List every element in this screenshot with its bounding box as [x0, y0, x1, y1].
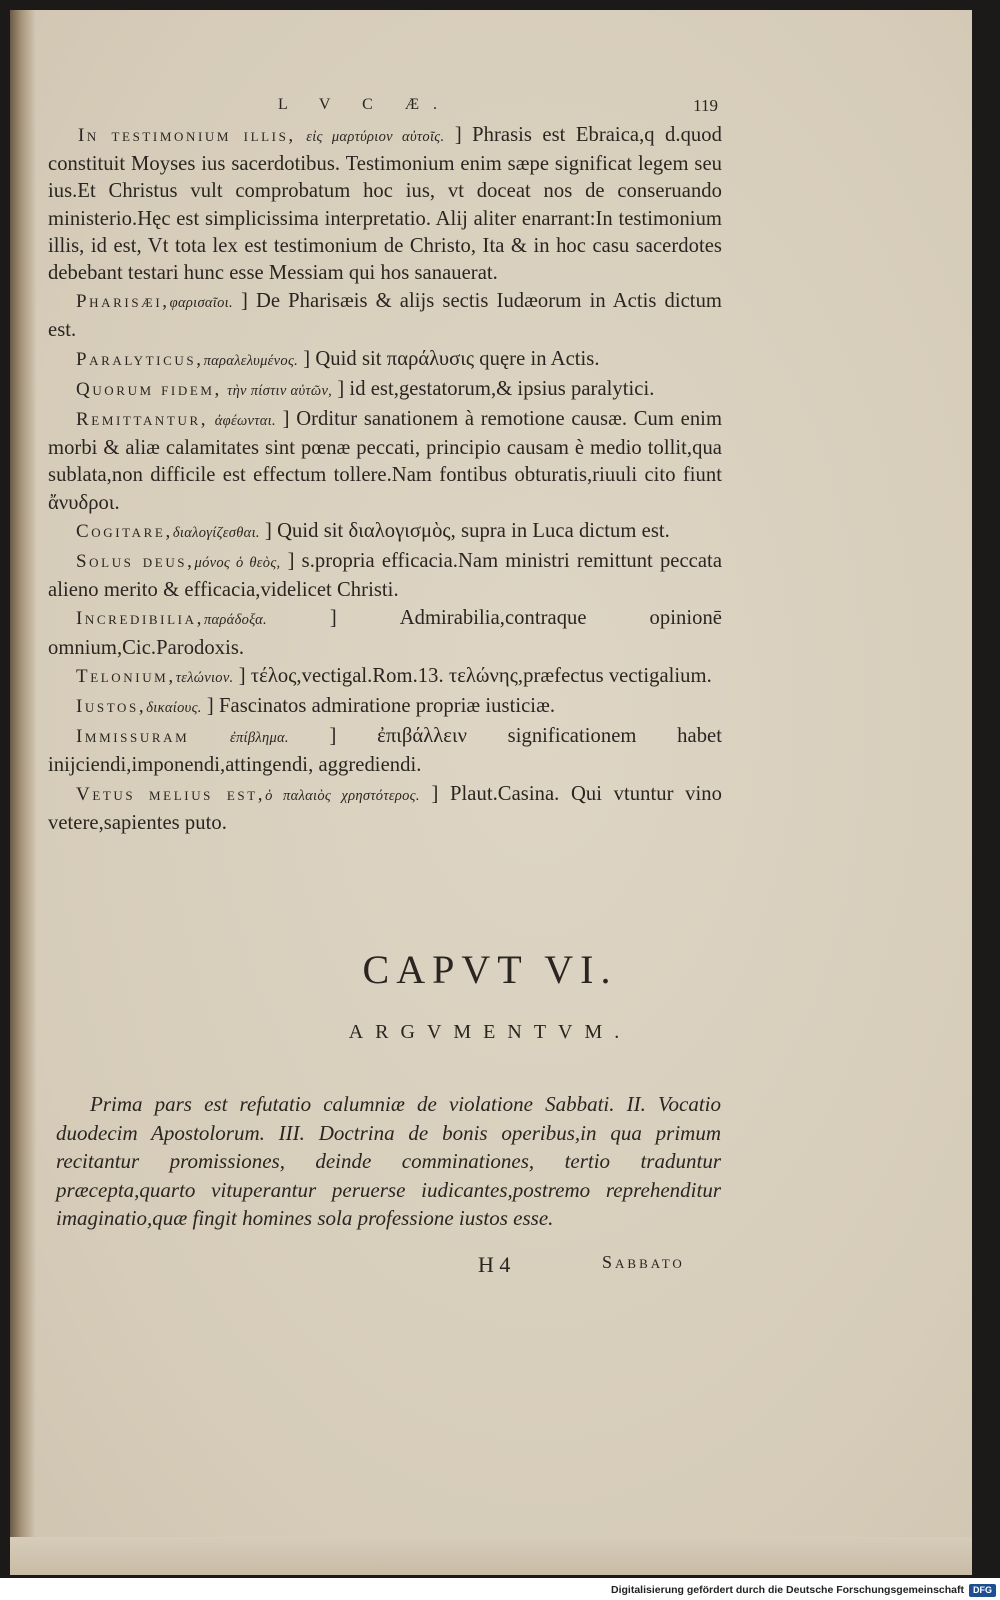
entry-lemma: Solus deus, — [76, 551, 195, 573]
entry-greek: μόνος ὁ θεὸς, — [194, 555, 281, 572]
entry-text: ] s.propria efficacia.Nam ministri remittunt peccata alieno merito & efficacia,videlicet Christi. — [48, 550, 723, 602]
entry-greek: εἰς μαρτύριον αὐτοῖς. — [306, 129, 445, 145]
entry-greek: τὴν πίστιν αὐτῶν, — [227, 382, 333, 399]
entry-greek: ἐπίβλημα. — [229, 730, 289, 747]
entry — [48, 693, 722, 722]
entry-lemma: Remittantur, — [76, 409, 209, 431]
entry — [48, 376, 722, 405]
entry — [48, 518, 722, 547]
entry-text: ] Phrasis est Ebraica,q d.quod constituit Moyses ius sacerdotibus. Testimonium enim sæpe significat legem seu ius.Et Christus vult comprobatum hoc ius, vt doceat nos de conseruando ministerio.Hęc est simplicissima interpretatio. Alij aliter enarrant:In testimonium illis, id est, Vt tota lex est testimonium de Christo, Ita & in hoc casu sacerdotes debebant testari hunc esse Messiam qui hos sanauerat. — [48, 124, 722, 285]
entry-lemma: In testimonium illis, — [78, 125, 296, 146]
entry-greek: παραλελυμένος. — [203, 352, 299, 369]
entry-lemma: Immissuram — [76, 726, 190, 748]
entry — [48, 548, 722, 604]
commentary-text — [48, 122, 722, 838]
page-number: 119 — [693, 96, 718, 115]
entry-greek: ἀφέωνται. — [214, 413, 276, 430]
argument-heading: ARGVMENTVM. — [348, 1021, 632, 1043]
entry — [48, 723, 722, 779]
entry-greek: ὁ παλαιὸς χρηστότερος. — [265, 787, 420, 804]
entry — [48, 406, 722, 517]
entry-text: ] Admirabilia,contraque opinionē omnium,Cic.Parodoxis. — [48, 607, 722, 659]
entry-greek: δικαίους. — [146, 700, 202, 717]
entry-text: ] Orditur sanationem à remotione causæ. Cum enim morbi & aliæ calamitates sint pœnæ peccati, principio causam è medio tollit,qua sublata,non difficile est effectum tollere.Nam fontibus obturatis,riuuli cito fiunt ἄνυδροι. — [48, 408, 723, 514]
signature-mark: H 4 — [478, 1252, 511, 1277]
entry-text: ] Fascinatos admiratione propriæ iusticiæ. — [206, 695, 556, 718]
entry-text: ] τέλος,vectigal.Rom.13. τελώνης,præfectus vectigalium. — [238, 664, 712, 687]
entry-text: ] id est,gestatorum,& ipsius paralytici. — [337, 377, 655, 400]
entry-lemma: Vetus melius est, — [76, 783, 266, 805]
entry-text: ] ἐπιβάλλειν significationem habet inijciendi,imponendi,attingendi, aggrediendi. — [48, 725, 723, 777]
entry-lemma: Quorum fidem, — [76, 378, 222, 400]
entry-lemma: Telonium, — [76, 665, 176, 687]
entry-greek: διαλογίζεσθαι. — [172, 524, 260, 541]
dfg-logo[interactable]: DFG — [969, 1584, 996, 1597]
entry-text: ] Plaut.Casina. Qui vtuntur vino vetere,sapientes puto. — [48, 782, 722, 834]
entry-greek: φαρισαῖοι. — [169, 295, 233, 312]
entry-lemma: Pharisæi, — [76, 291, 170, 313]
running-head — [78, 96, 718, 118]
entry-lemma: Iustos, — [76, 696, 147, 718]
argument-text: Prima pars est refutatio calumniæ de violatione Sabbati. II. Vocatio duodecim Apostolorum. III. Doctrina de bonis operibus,in qua primum recitantur promissiones, deinde comminationes, tertio traduntur præcepta,quarto vituperantur peruerse iudicantes,postremo reprehenditur imaginatio,quæ fingit homines sola professione iustos esse. — [56, 1092, 721, 1231]
attribution-text: Digitalisierung gefördert durch die Deutsche Forschungsgemeinschaft — [611, 1584, 964, 1596]
entry-lemma: Incredibilia, — [76, 608, 204, 630]
page-gutter — [10, 10, 36, 1575]
entry-text: ] Quid sit διαλογισμὸς, supra in Luca dictum est. — [265, 519, 670, 542]
entry-text: ] Quid sit παράλυσις quęre in Actis. — [303, 347, 600, 370]
chapter-title: CAPVT VI. — [362, 947, 618, 992]
entry — [48, 346, 722, 375]
entry — [48, 288, 722, 344]
entry — [48, 122, 722, 287]
entry-text: ] De Pharisæis & alijs sectis Iudæorum in Actis dictum est. — [48, 290, 722, 342]
digitization-attribution — [611, 1581, 996, 1599]
running-title: L V C Æ. — [278, 96, 452, 113]
entry-lemma: Paralyticus, — [76, 348, 204, 370]
entry — [48, 663, 722, 692]
entry — [48, 781, 722, 837]
entry — [48, 605, 722, 661]
entry-greek: παράδοξα. — [203, 612, 267, 629]
page-bottom-edge — [10, 1537, 972, 1575]
catchword: Sabbato — [602, 1252, 685, 1272]
entry-lemma: Cogitare, — [76, 520, 173, 542]
entry-greek: τελώνιον. — [175, 669, 234, 686]
